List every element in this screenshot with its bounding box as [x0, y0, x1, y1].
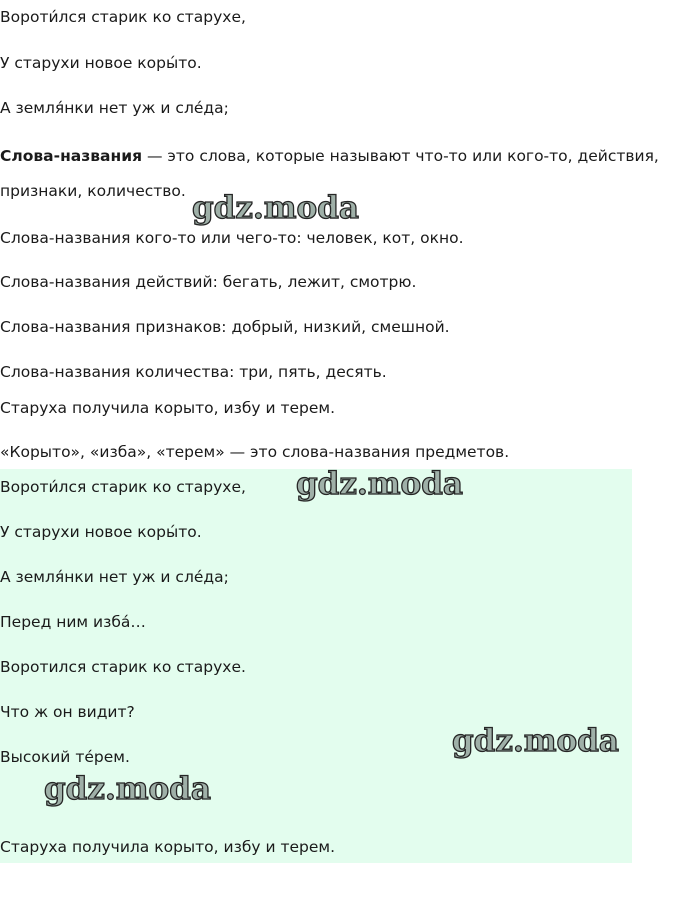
explanation-line: «Корыто», «изба», «терем» — это слова-названия предметов.: [0, 443, 510, 461]
highlight-line: Вороти́лся старик ко старухе,: [0, 478, 246, 496]
definition-continuation: признаки, количество.: [0, 182, 186, 200]
definition-text: — это слова, которые называют что-то или кого-то, действия,: [142, 147, 659, 165]
highlight-line: Высокий те́рем.: [0, 748, 130, 766]
highlight-line: Что ж он видит?: [0, 703, 135, 721]
highlight-line: Старуха получила корыто, избу и терем.: [0, 838, 336, 856]
example-line: Слова-названия кого-то или чего-то: человек, кот, окно.: [0, 229, 464, 247]
watermark: gdz.moda: [44, 771, 211, 807]
watermark: gdz.moda: [452, 723, 619, 759]
example-line: Слова-названия действий: бегать, лежит, смотрю.: [0, 273, 417, 291]
poem-line-2: У старухи новое коры́то.: [0, 54, 202, 72]
poem-line-1: Вороти́лся старик ко старухе,: [0, 8, 246, 26]
definition-line: [0, 145, 659, 167]
definition-term: Слова-названия: [0, 147, 143, 165]
statement-line: Старуха получила корыто, избу и терем.: [0, 399, 336, 417]
example-line: Слова-названия признаков: добрый, низкий, смешной.: [0, 318, 450, 336]
watermark: gdz.moda: [192, 190, 359, 226]
highlight-line: А земля́нки нет уж и сле́да;: [0, 568, 229, 586]
example-line: Слова-названия количества: три, пять, десять.: [0, 363, 387, 381]
highlight-line: Воротился старик ко старухе.: [0, 658, 246, 676]
highlight-line: У старухи новое коры́то.: [0, 523, 202, 541]
watermark: gdz.moda: [296, 466, 463, 502]
poem-line-3: А земля́нки нет уж и сле́да;: [0, 99, 229, 117]
highlight-line: Перед ним изба́…: [0, 613, 146, 631]
